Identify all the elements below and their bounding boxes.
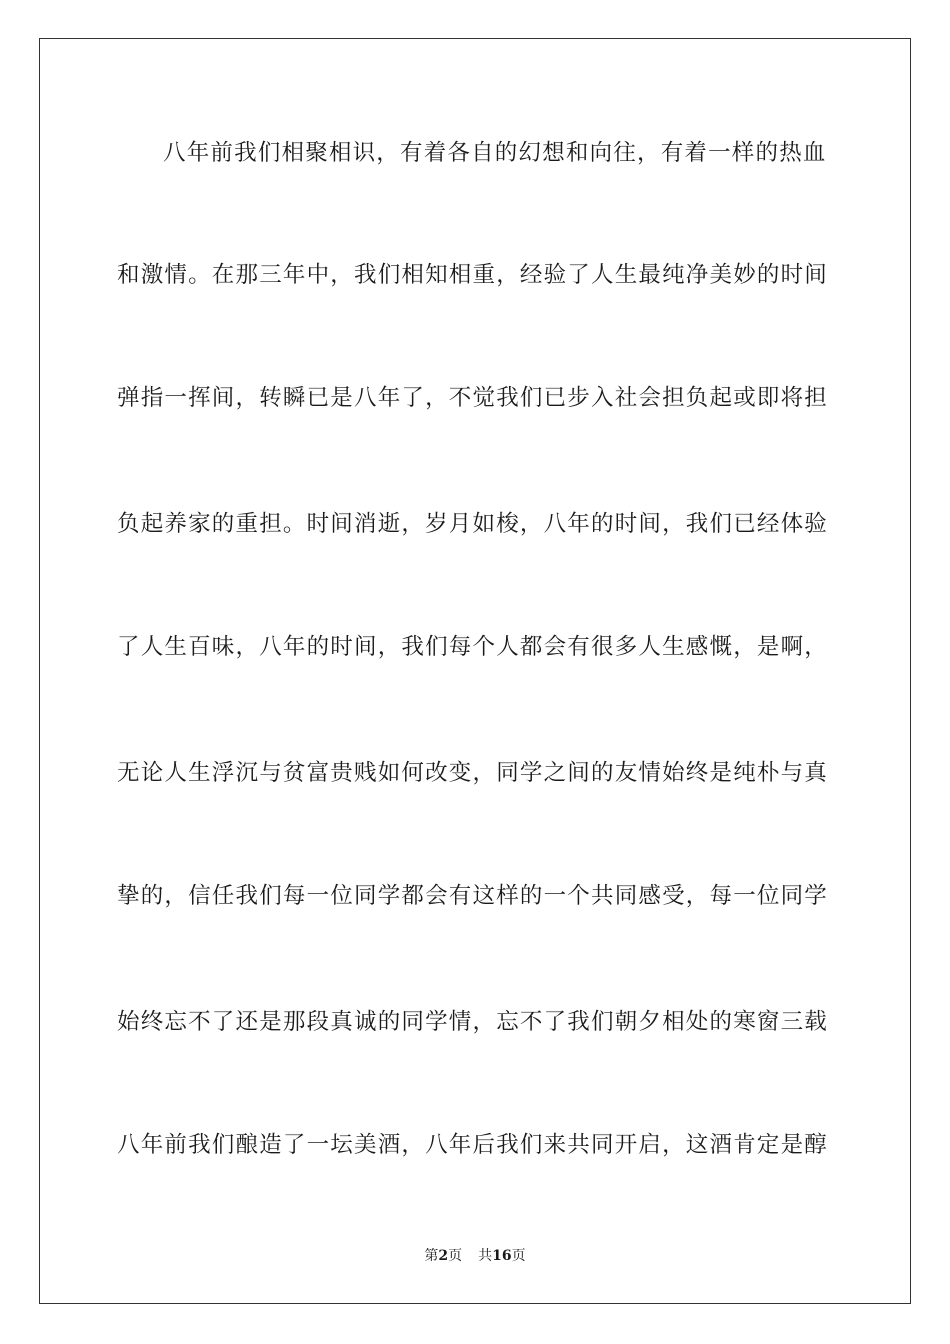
page-number: 2 xyxy=(438,1248,449,1264)
total-label-suffix: 页 xyxy=(511,1248,526,1264)
paragraph-line-9: 八年前我们酿造了一坛美酒，八年后我们来共同开启，这酒肯定是醇 xyxy=(117,1132,829,1158)
page-border xyxy=(39,38,911,1304)
total-label-prefix: 共 xyxy=(478,1248,493,1264)
paragraph-line-3: 弹指一挥间，转瞬已是八年了，不觉我们已步入社会担负起或即将担 xyxy=(117,385,829,411)
paragraph-line-1: 八年前我们相聚相识，有着各自的幻想和向往，有着一样的热血 xyxy=(163,140,827,166)
total-pages: 16 xyxy=(492,1248,512,1264)
page-label-prefix: 第 xyxy=(424,1248,439,1264)
paragraph-line-5: 了人生百味，八年的时间，我们每个人都会有很多人生感慨，是啊， xyxy=(117,634,829,660)
paragraph-line-8: 始终忘不了还是那段真诚的同学情，忘不了我们朝夕相处的寒窗三载 xyxy=(117,1009,829,1035)
page-label-suffix: 页 xyxy=(448,1248,463,1264)
page-footer xyxy=(0,1247,950,1265)
paragraph-line-2: 和激情。在那三年中，我们相知相重，经验了人生最纯净美妙的时间 xyxy=(117,262,829,288)
paragraph-line-4: 负起养家的重担。时间消逝，岁月如梭，八年的时间，我们已经体验 xyxy=(117,511,829,537)
paragraph-line-6: 无论人生浮沉与贫富贵贱如何改变，同学之间的友情始终是纯朴与真 xyxy=(117,760,829,786)
paragraph-line-7: 挚的，信任我们每一位同学都会有这样的一个共同感受，每一位同学 xyxy=(117,883,829,909)
